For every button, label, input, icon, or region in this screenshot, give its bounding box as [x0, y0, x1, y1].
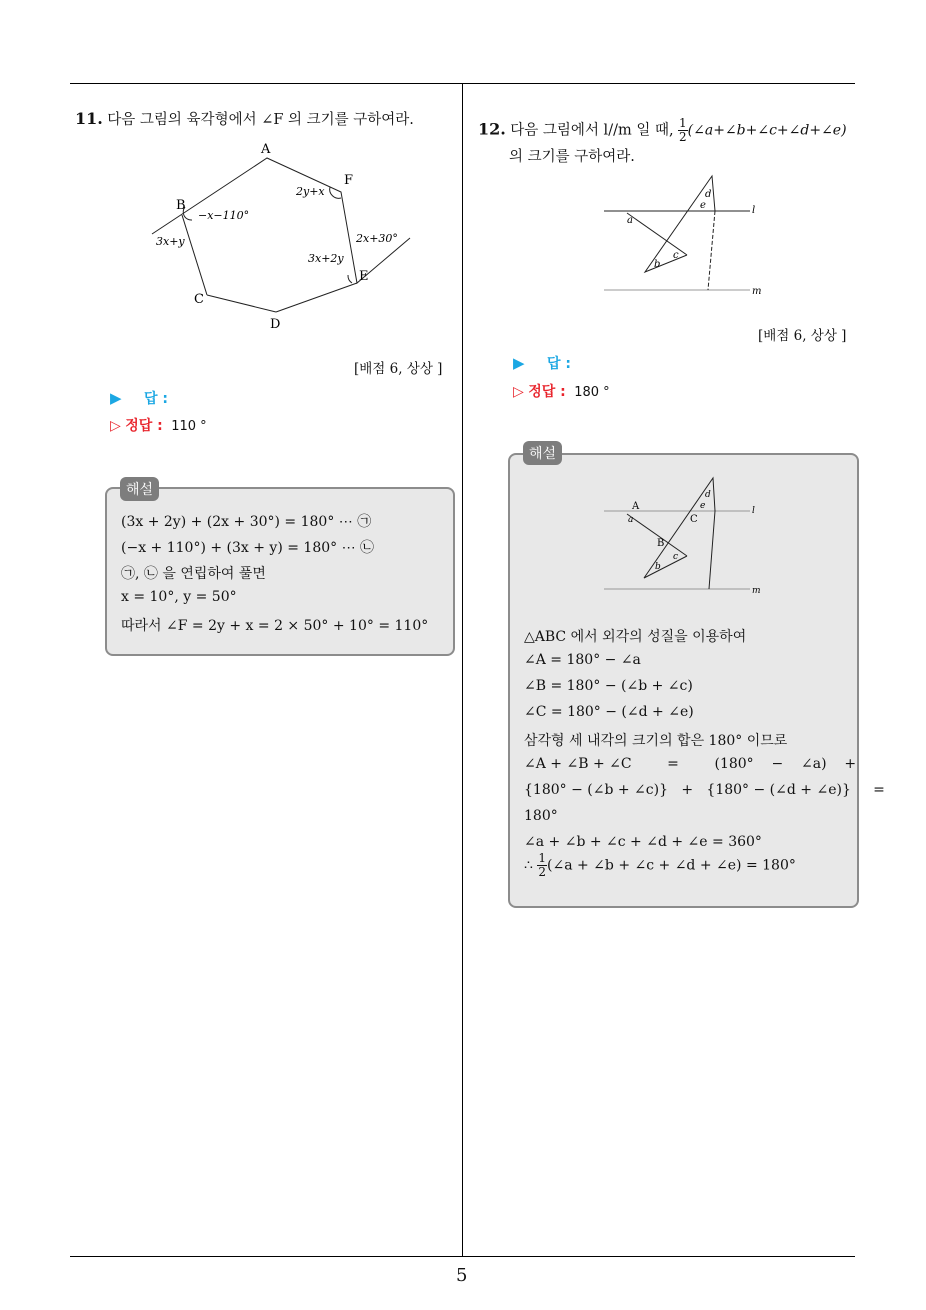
q11-correct-value: 110 ° [171, 419, 207, 434]
q12-number: 12. [478, 119, 506, 139]
q12-solution-line: ∠A + ∠B + ∠C = (180° − ∠a) + [524, 756, 857, 772]
q11-solution-line: (−x + 110°) + (3x + y) = 180° ⋯ ㉡ [121, 540, 375, 556]
q12-fraction [678, 117, 688, 144]
q12-final-suffix: (∠a + ∠b + ∠c + ∠d + ∠e) = 180° [547, 857, 796, 874]
q11-label-F: F [344, 173, 354, 188]
q12-solution-line: 삼각형 세 내각의 크기의 합은 180° 이므로 [524, 733, 788, 749]
q11-answer-label: 답 : [144, 391, 168, 407]
q12-solution-line: ∠C = 180° − (∠d + ∠e) [524, 704, 694, 720]
q11-solution-line: 따라서 ∠F = 2y + x = 2 × 50° + 10° = 110° [121, 618, 429, 634]
q12-label-l: l [752, 205, 756, 216]
q11-score: [배점 6, 상상 ] [354, 361, 443, 377]
q11-angle-E-exterior: 2x+30° [356, 232, 398, 245]
q11-question [75, 108, 414, 129]
q12-text-after: (∠a+∠b+∠c+∠d+∠e) [687, 122, 847, 139]
q12-sol-label-e: e [700, 501, 706, 511]
q11-label-E: E [359, 269, 369, 284]
bottom-rule [70, 1256, 855, 1257]
q11-label-A: A [261, 142, 271, 157]
q12-sol-label-c: c [673, 552, 679, 562]
answer-arrow-icon: ▶ [110, 389, 122, 407]
q12-solution-line: △ABC 에서 외각의 성질을 이용하여 [524, 629, 747, 645]
q11-angle-F: 2y+x [296, 185, 325, 198]
page-number: 5 [456, 1265, 468, 1286]
q12-solution-line: ∠A = 180° − ∠a [524, 652, 641, 668]
q12-final-prefix: ∴ [524, 857, 538, 874]
q12-frac-den: 2 [679, 130, 687, 144]
q11-number: 11. [75, 109, 103, 128]
q12-solution-line: 180° [524, 808, 558, 824]
q11-angle-E-interior: 3x+2y [308, 252, 344, 265]
q11-solution-line: ㉠, ㉡ 을 연립하여 풀면 [121, 566, 266, 582]
q12-sol-label-b: b [655, 562, 661, 572]
q12-sol-label-A: A [632, 501, 640, 512]
q12-label-d: d [705, 189, 712, 200]
q12-sol-label-l: l [752, 506, 755, 516]
q12-label-e: e [700, 200, 706, 211]
q12-solution-line: ∠a + ∠b + ∠c + ∠d + ∠e = 360° [524, 834, 762, 850]
q11-correct-row [110, 415, 207, 435]
q11-text: 다음 그림의 육각형에서 ∠F 의 크기를 구하여라. [107, 112, 414, 128]
q12-solution-line: {180° − (∠b + ∠c)} + {180° − (∠d + ∠e)} = [524, 782, 885, 798]
q12-final-frac-den: 2 [538, 865, 546, 879]
q12-solution-final [524, 852, 796, 879]
q12-solution-figure [600, 473, 770, 603]
column-divider [462, 83, 463, 1257]
q11-label-D: D [270, 317, 281, 332]
q11-answer-row [110, 388, 168, 408]
q12-solution-line: ∠B = 180° − (∠b + ∠c) [524, 678, 693, 694]
q12-frac-num: 1 [679, 116, 687, 130]
q12-correct-row [513, 381, 610, 401]
correct-arrow-icon: ▷ [513, 384, 524, 400]
correct-arrow-icon: ▷ [110, 418, 121, 434]
q12-label-m: m [752, 286, 762, 297]
answer-arrow-icon: ▶ [513, 354, 525, 372]
q12-solution-tag: 해설 [523, 441, 562, 465]
q12-sol-label-d: d [705, 490, 711, 500]
q12-label-a: a [627, 215, 633, 226]
q11-solution-box [105, 487, 455, 656]
q11-solution-line: (3x + 2y) + (2x + 30°) = 180° ⋯ ㉠ [121, 514, 372, 530]
q12-sol-label-m: m [752, 586, 761, 596]
q12-final-fraction [537, 852, 547, 879]
q12-figure [600, 170, 770, 300]
q12-answer-label: 답 : [547, 356, 571, 372]
q11-hexagon-figure [140, 135, 420, 335]
q12-correct-label: 정답 : [528, 384, 566, 400]
q12-label-c: c [673, 250, 679, 261]
q12-answer-row [513, 353, 571, 373]
q12-question [478, 117, 847, 144]
q12-solution-box [508, 453, 885, 908]
q12-text-line2: 의 크기를 구하여라. [509, 149, 635, 165]
q12-label-b: b [654, 259, 661, 270]
q12-sol-label-C: C [690, 514, 698, 525]
q12-sol-label-B: B [657, 538, 665, 549]
q12-final-frac-num: 1 [538, 851, 546, 865]
q12-sol-label-a: a [628, 515, 634, 525]
q11-angle-B-exterior: −x−110° [198, 209, 250, 222]
q11-label-B: B [176, 198, 186, 213]
q12-text-before: 다음 그림에서 l//m 일 때, [510, 122, 674, 139]
q12-correct-value: 180 ° [574, 385, 610, 400]
q12-score: [배점 6, 상상 ] [758, 328, 847, 344]
q11-solution-tag: 해설 [120, 477, 159, 501]
q11-solution-line: x = 10°, y = 50° [121, 589, 237, 605]
q11-angle-B-interior: 3x+y [156, 235, 185, 248]
q11-correct-label: 정답 : [125, 418, 163, 434]
q11-label-C: C [194, 292, 204, 307]
